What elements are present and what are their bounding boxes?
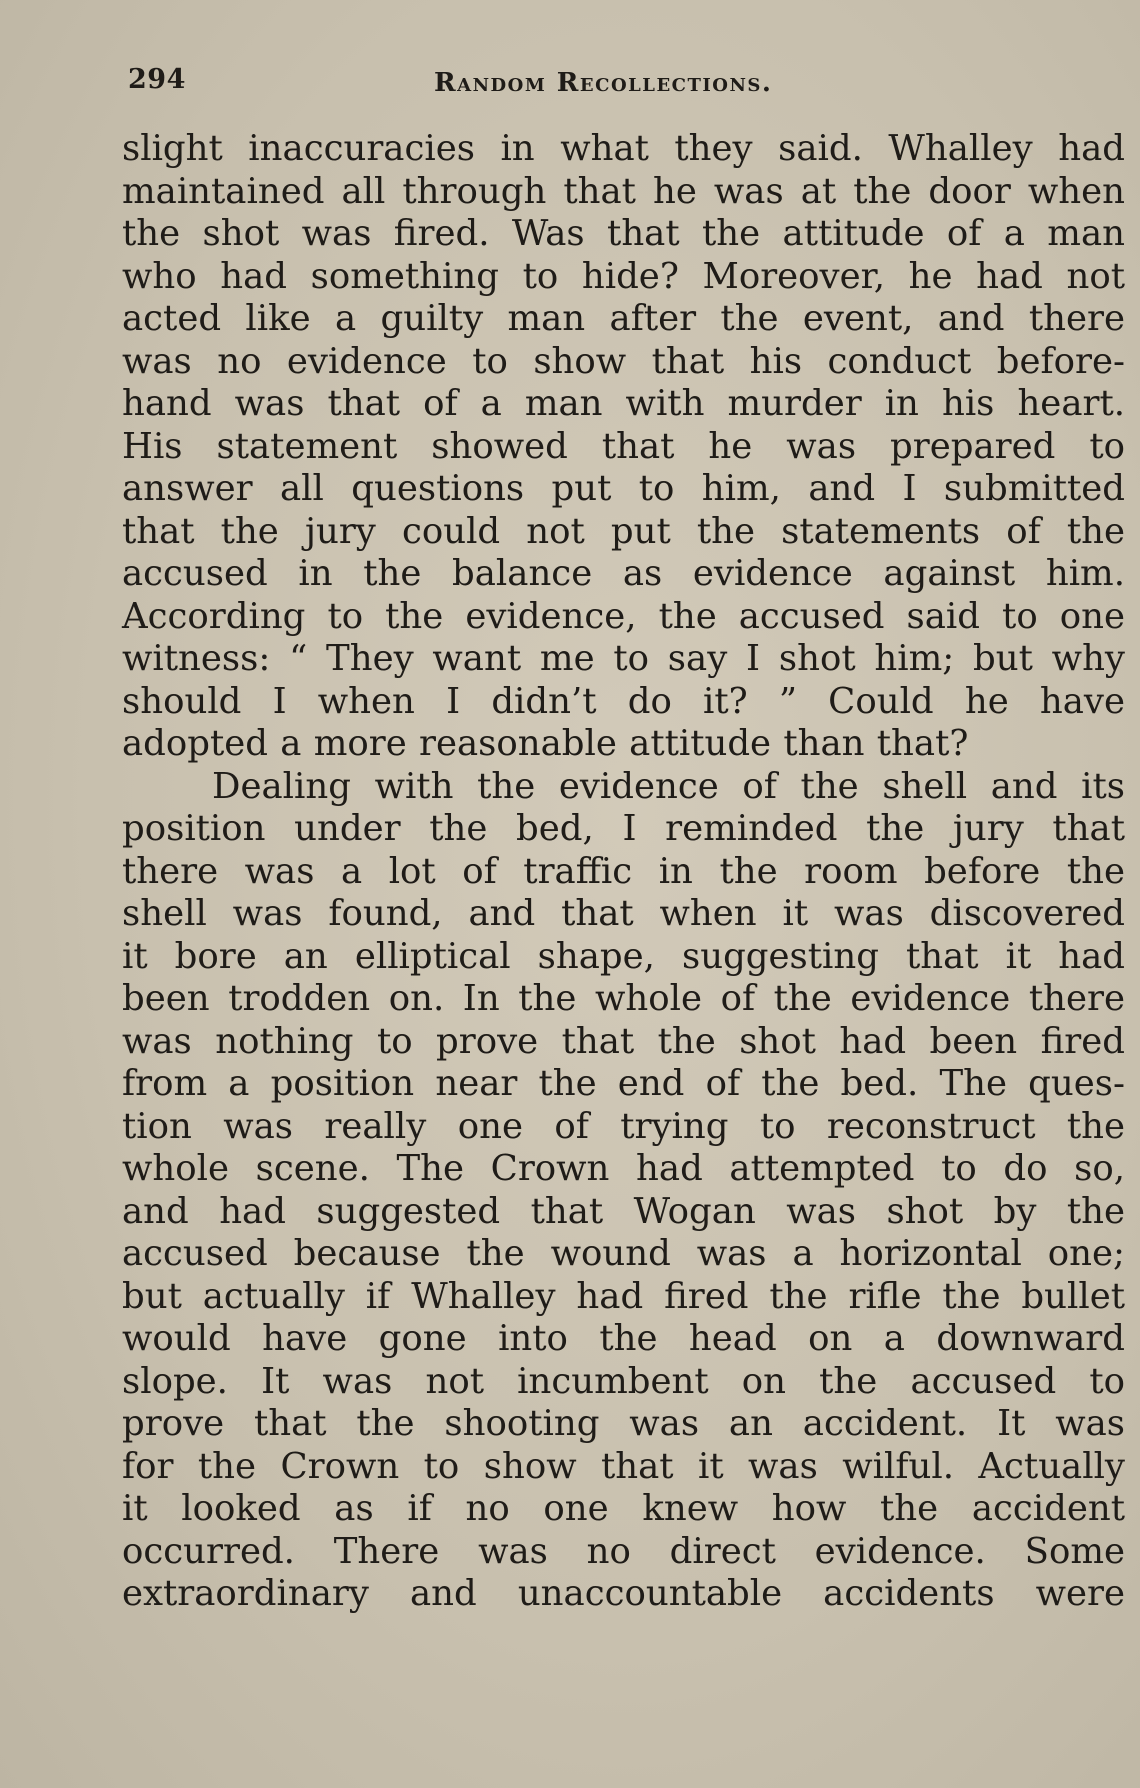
text-line: slope. It was not incumbent on the accused to (122, 1360, 1125, 1402)
text-line: answer all questions put to him, and I submitted (122, 468, 1125, 509)
text-line: that the jury could not put the statements of the (122, 510, 1125, 552)
text-line: adopted a more reasonable attitude than that? (122, 723, 969, 764)
text-line: position under the bed, I reminded the jury that (122, 808, 1125, 849)
text-line: should I when I didn’t do it? ” Could he have (122, 680, 1125, 722)
text-line: maintained all through that he was at the door when (122, 170, 1125, 212)
text-line: His statement showed that he was prepared to (122, 425, 1125, 467)
text-line: would have gone into the head on a downward (122, 1318, 1125, 1359)
text-line: According to the evidence, the accused said to one (122, 595, 1125, 637)
text-line: shell was found, and that when it was discovered (122, 893, 1125, 934)
text-line: and had suggested that Wogan was shot by the (122, 1190, 1125, 1232)
text-line: witness: “ They want me to say I shot him; but why (122, 638, 1125, 679)
text-line: been trodden on. In the whole of the evidence there (122, 978, 1125, 1019)
text-line: slight inaccuracies in what they said. Whalley had (122, 128, 1125, 169)
text-line: it looked as if no one knew how the accident (122, 1488, 1125, 1529)
text-line: acted like a guilty man after the event, and there (122, 298, 1125, 339)
text-line: Dealing with the evidence of the shell and its (212, 765, 1125, 807)
text-line: hand was that of a man with murder in his heart. (122, 383, 1125, 424)
text-line: occurred. There was no direct evidence. Some (122, 1530, 1125, 1572)
text-line: it bore an elliptical shape, suggesting that it had (122, 935, 1125, 977)
text-line: was no evidence to show that his conduct before- (122, 340, 1125, 382)
text-line: there was a lot of traffic in the room before the (122, 850, 1125, 892)
running-head (128, 58, 828, 108)
body-text (122, 128, 1125, 1616)
text-line: the shot was fired. Was that the attitude of a man (122, 213, 1125, 254)
text-line: was nothing to prove that the shot had been fired (122, 1020, 1125, 1062)
text-line: tion was really one of trying to reconstruct the (122, 1105, 1125, 1147)
text-line: accused in the balance as evidence against him. (122, 553, 1125, 594)
text-line: who had something to hide? Moreover, he had not (122, 255, 1125, 297)
text-line: accused because the wound was a horizontal one; (122, 1233, 1125, 1274)
text-line: but actually if Whalley had fired the rifle the bullet (122, 1275, 1125, 1317)
text-line: extraordinary and unaccountable accidents were (122, 1573, 1125, 1614)
paragraph-1 (122, 128, 1125, 766)
page-number: 294 (128, 64, 186, 95)
text-line: for the Crown to show that it was wilful. Actually (122, 1445, 1125, 1487)
text-line: prove that the shooting was an accident. It was (122, 1403, 1125, 1444)
text-line: from a position near the end of the bed. The ques- (122, 1063, 1125, 1104)
running-title: Random Recollections. (434, 68, 773, 98)
paragraph-2 (122, 766, 1125, 1616)
text-line: whole scene. The Crown had attempted to do so, (122, 1148, 1125, 1189)
